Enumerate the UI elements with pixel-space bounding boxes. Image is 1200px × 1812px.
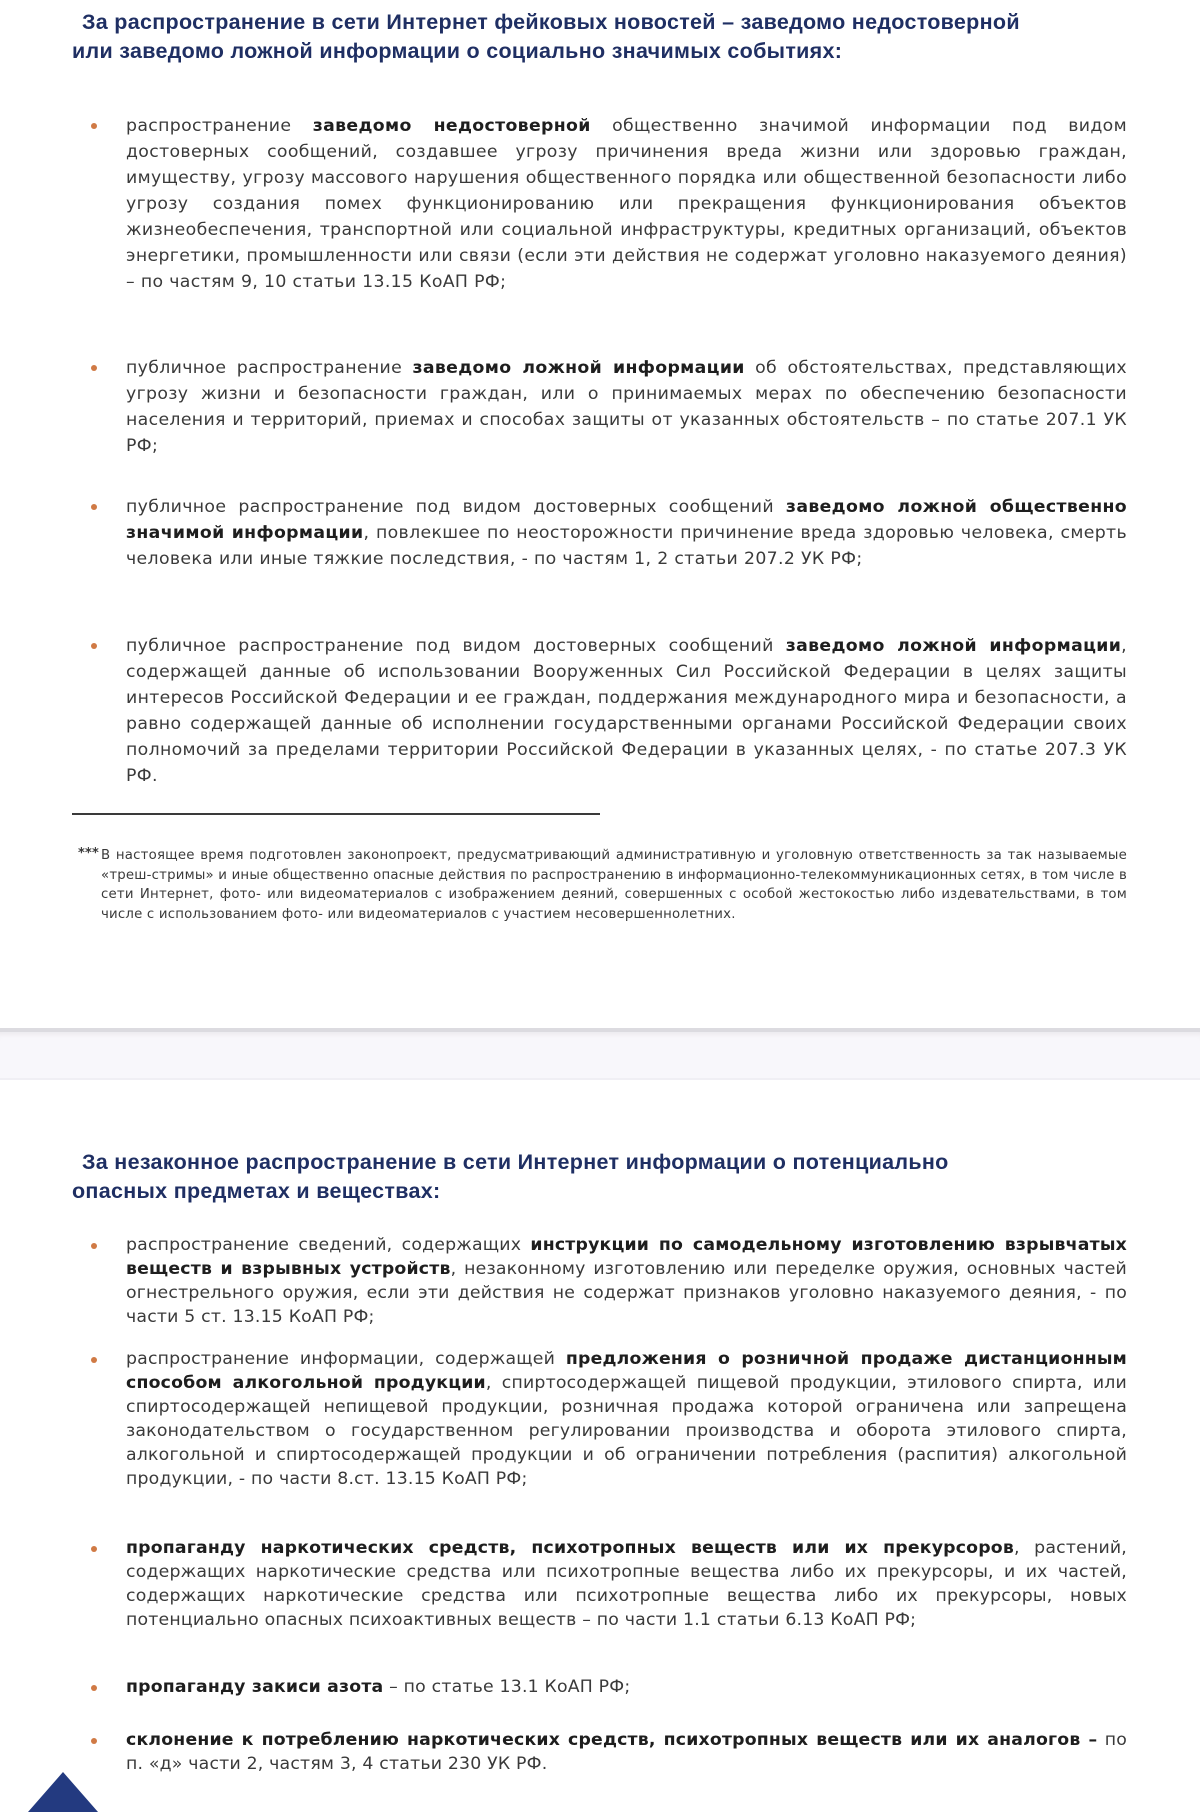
list-item-text: пропаганду наркотических средств, психотропных веществ или их прекурсоров, растений, содержащих наркотические средства или психотропные вещества либо их прекурсоры, и их частей, содержащих наркотические средства или психотропные вещества либо их прекурсоры, новых потенциально опасных психоактивных веществ – по части 1.1 статьи 6.13 КоАП РФ;	[126, 1538, 1128, 1630]
list-item-text: распространение сведений, содержащих инструкции по самодельному изготовлению взрывчатых веществ и взрывных устройств, незаконному изготовлению или переделке оружия, основных частей огнестрельного оружия, если эти действия не содержат признаков уголовно наказуемого деяния, - по части 5 ст. 13.15 КоАП РФ;	[126, 1235, 1127, 1327]
list-item-text: распространение информации, содержащей предложения о розничной продаже дистанционным способом алкогольной продукции, спиртосодержащей пищевой продукции, этилового спирта, или спиртосодержащей непищевой продукции, розничная продажа которой ограничена или запрещена законодательством о государственном регулировании производства и оборота этилового спирта, алкогольной и спиртосодержащей продукции и об ограничении потребления (распития) алкогольной продукции, - по части 8.ст. 13.15 КоАП РФ;	[126, 1349, 1127, 1489]
bullet-icon	[91, 1546, 97, 1552]
footnote-marker: ***	[78, 846, 99, 861]
section-heading-dangerous-items	[72, 1148, 1127, 1206]
list-item-text: публичное распространение под видом достоверных сообщений заведомо ложной информации, содержащей данные об использовании Вооруженных Сил Российской Федерации в целях защиты интересов Российской Федерации и ее граждан, поддержания международного мира и безопасности, а равно содержащей данные об исполнении государственными органами Российской Федерации своих полномочий за пределами территории Российской Федерации в указанных целях, - по статье 207.3 УК РФ.	[126, 636, 1127, 786]
footnote-divider	[72, 813, 600, 815]
bullet-icon	[91, 643, 97, 649]
list-item-text: пропаганду закиси азота – по статье 13.1 КоАП РФ;	[126, 1677, 631, 1697]
bullet-icon	[91, 123, 97, 129]
footnote-text: В настоящее время подготовлен законопроект, предусматривающий административную и уголовную ответственность за так называемые «треш-стримы» и иные общественно опасные действия по распространению в информационно-телекоммуникационных сетях, в том числе в сети Интернет, фото- или видеоматериалов с изображением деяний, совершенных с особой жестокостью либо издевательствами, в том числе с использованием фото- или видеоматериалов с участием несовершеннолетних.	[101, 848, 1127, 922]
list-item-text: публичное распространение под видом достоверных сообщений заведомо ложной общественно значимой информации, повлекшее по неосторожности причинение вреда здоровью человека, смерть человека или иные тяжкие последствия, - по частям 1, 2 статьи 207.2 УК РФ;	[126, 497, 1127, 569]
decorative-triangle-icon	[28, 1772, 98, 1812]
bullet-icon	[91, 1685, 97, 1691]
bullet-icon	[91, 504, 97, 510]
list-item-text: публичное распространение заведомо ложной информации об обстоятельствах, представляющих угрозу жизни и безопасности граждан, или о принимаемых мерах по обеспечению безопасности населения и территорий, приемах и способах защиты от указанных обстоятельств – по статье 207.1 УК РФ;	[126, 358, 1127, 456]
page-separator	[0, 1028, 1200, 1080]
heading-line-2: или заведомо ложной информации о социально значимых событиях:	[72, 39, 843, 63]
list-item-text: распространение заведомо недостоверной общественно значимой информации под видом достоверных сообщений, создавшее угрозу причинения вреда жизни или здоровью граждан, имуществу, угрозу массового нарушения общественного порядка или общественной безопасности либо угрозу создания помех функционированию или прекращения функционирования объектов жизнеобеспечения, транспортной или социальной инфраструктуры, кредитных организаций, объектов энергетики, промышленности или связи (если эти действия не содержат уголовно наказуемого деяния) – по частям 9, 10 статьи 13.15 КоАП РФ;	[126, 116, 1127, 292]
bullet-icon	[91, 1243, 97, 1249]
bullet-icon	[91, 365, 97, 371]
heading-line-1: За незаконное распространение в сети Интернет информации о потенциально	[82, 1150, 949, 1174]
heading-line-1: За распространение в сети Интернет фейковых новостей – заведомо недостоверной	[82, 10, 1020, 34]
bullet-icon	[91, 1357, 97, 1363]
bullet-icon	[91, 1738, 97, 1744]
document-page-2	[0, 1080, 1200, 1807]
footnote	[78, 846, 1127, 924]
list-item-text: склонение к потреблению наркотических средств, психотропных веществ или их аналогов – по п. «д» части 2, частям 3, 4 статьи 230 УК РФ.	[126, 1730, 1128, 1774]
heading-line-2: опасных предметах и веществах:	[72, 1179, 441, 1203]
section-heading-fake-news	[72, 8, 1127, 66]
